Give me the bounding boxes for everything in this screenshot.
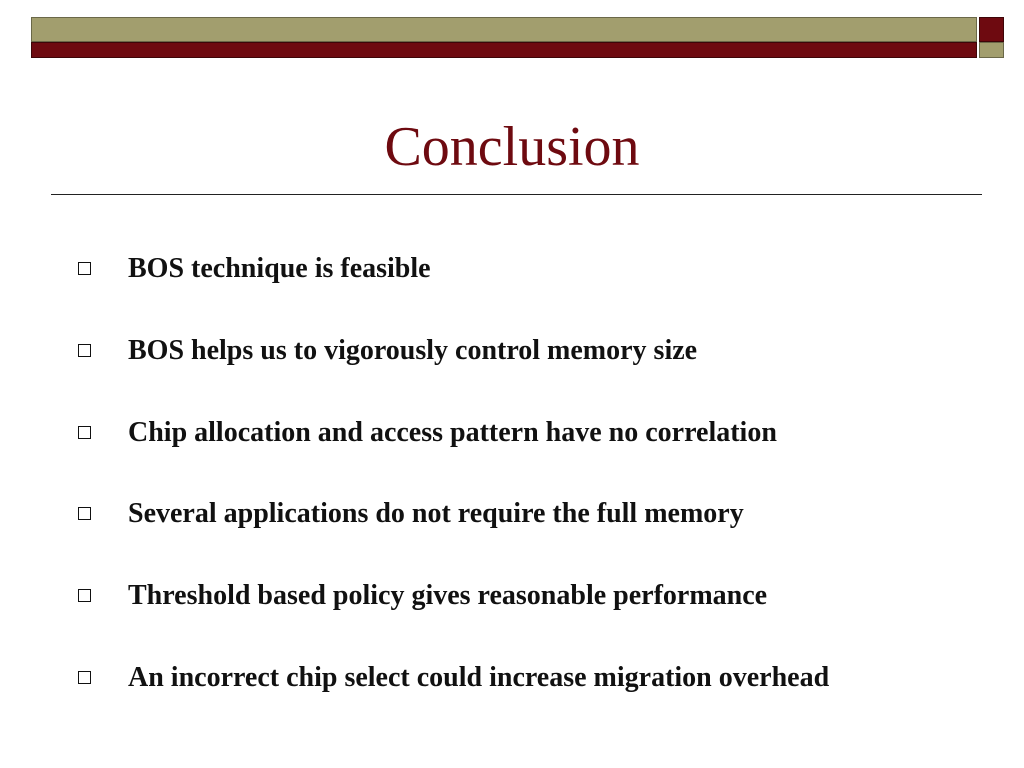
header-maroon-bar bbox=[31, 42, 977, 58]
bullet-text: BOS technique is feasible bbox=[128, 253, 431, 284]
hollow-square-bullet-icon bbox=[78, 671, 91, 684]
hollow-square-bullet-icon bbox=[78, 507, 91, 520]
bullet-text: Several applications do not require the full memory bbox=[128, 498, 744, 529]
bullet-item bbox=[78, 661, 1008, 701]
hollow-square-bullet-icon bbox=[78, 344, 91, 357]
header-olive-square bbox=[979, 42, 1004, 58]
header-maroon-square bbox=[979, 17, 1004, 42]
hollow-square-bullet-icon bbox=[78, 589, 91, 602]
slide-title: Conclusion bbox=[384, 116, 640, 178]
hollow-square-bullet-icon bbox=[78, 262, 91, 275]
title-divider bbox=[51, 194, 982, 195]
bullet-item bbox=[78, 416, 1008, 456]
bullet-text: An incorrect chip select could increase migration overhead bbox=[128, 662, 830, 693]
header-olive-bar bbox=[31, 17, 977, 42]
bullet-item bbox=[78, 579, 1008, 619]
bullet-text: Chip allocation and access pattern have no correlation bbox=[128, 417, 777, 448]
bullet-text: Threshold based policy gives reasonable performance bbox=[128, 580, 768, 611]
bullet-item bbox=[78, 334, 1008, 374]
bullet-item bbox=[78, 497, 1008, 537]
hollow-square-bullet-icon bbox=[78, 426, 91, 439]
bullet-item bbox=[78, 252, 1008, 292]
bullet-text: BOS helps us to vigorously control memory size bbox=[128, 335, 698, 366]
